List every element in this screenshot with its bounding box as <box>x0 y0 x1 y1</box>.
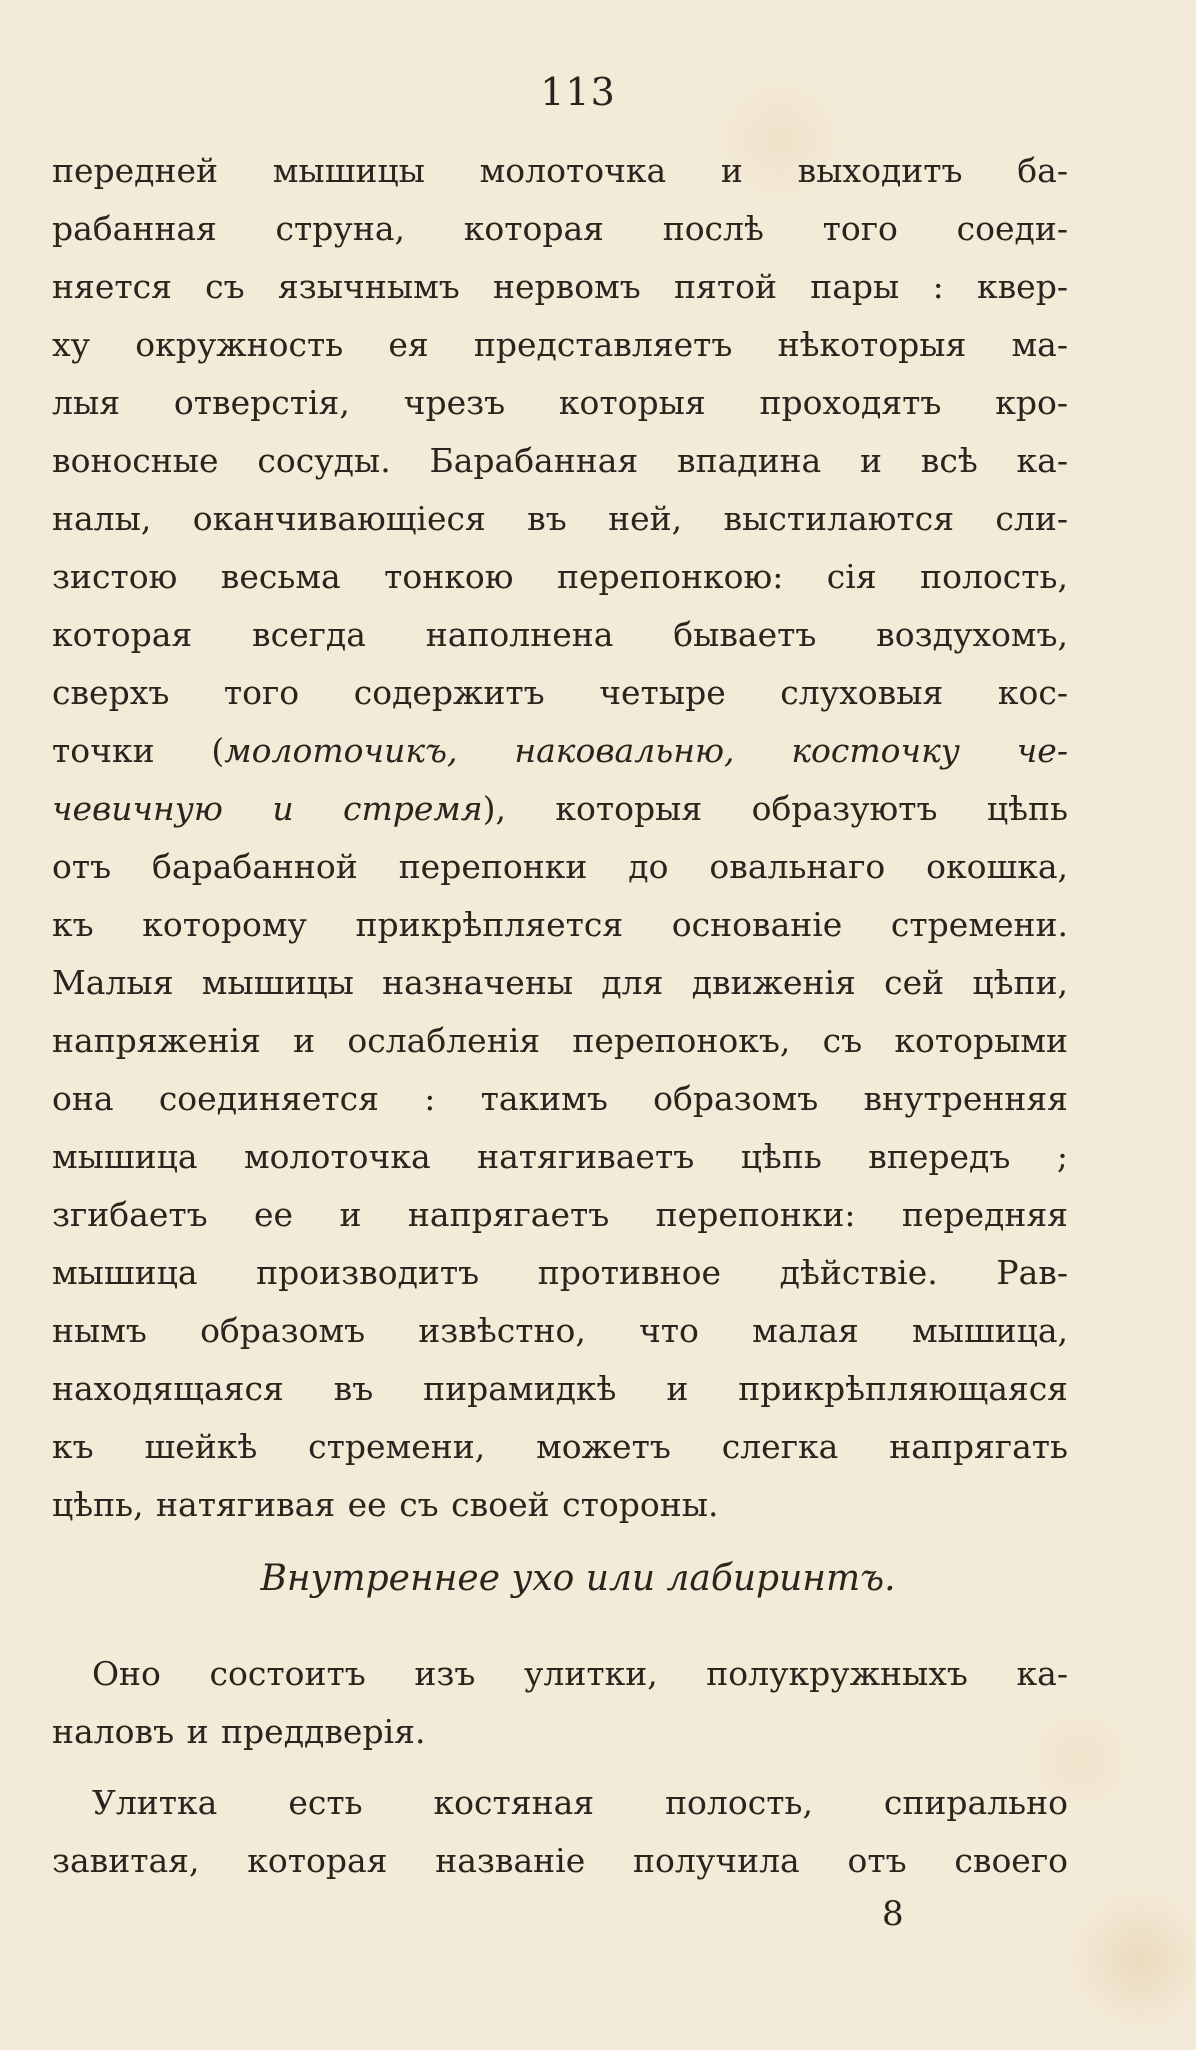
text-line: мышица производитъ противное дѣйствіе. Рав- <box>52 1253 1068 1292</box>
italic-text-segment: молоточикъ, наковальню, косточку че- <box>224 731 1068 770</box>
text-segment: точки ( <box>52 731 225 770</box>
text-line: къ которому прикрѣпляется основаніе стремени. <box>52 905 1068 944</box>
text-line <box>52 789 1068 829</box>
text-line: рабанная струна, которая послѣ того соеди- <box>52 209 1068 248</box>
signature-mark: 8 <box>882 1894 904 1934</box>
section-heading: Внутреннее ухо или лабиринтъ. <box>260 1558 896 1599</box>
text-line: налы, оканчивающіеся въ ней, выстилаются сли- <box>52 499 1068 538</box>
text-line: завитая, которая названіе получила отъ своего <box>52 1841 1068 1880</box>
text-line: наловъ и преддверія. <box>52 1712 426 1751</box>
text-line: отъ барабанной перепонки до овальнаго окошка, <box>52 847 1068 886</box>
text-segment: ), которыя образуютъ цѣпь <box>482 789 1068 828</box>
italic-text-segment: чевичную и стремя <box>52 789 483 828</box>
text-line: къ шейкѣ стремени, можетъ слегка напрягать <box>52 1427 1068 1466</box>
text-line: она соединяется : такимъ образомъ внутренняя <box>52 1079 1068 1118</box>
text-line: сверхъ того содержитъ четыре слуховыя кос- <box>52 673 1068 712</box>
text-line: Малыя мышицы назначены для движенія сей цѣпи, <box>52 963 1068 1002</box>
text-line: напряженія и ослабленія перепонокъ, съ которыми <box>52 1021 1068 1060</box>
text-line: цѣпь, натягивая ее съ своей стороны. <box>52 1485 719 1524</box>
text-line: нымъ образомъ извѣстно, что малая мышица, <box>52 1311 1068 1350</box>
text-line: Улитка есть костяная полость, спирально <box>92 1783 1068 1822</box>
text-line <box>52 731 1068 771</box>
text-line: ху окружность ея представляетъ нѣкоторыя ма- <box>52 325 1068 364</box>
text-line: зистою весьма тонкою перепонкою: сія полость, <box>52 557 1068 596</box>
text-line: няется съ язычнымъ нервомъ пятой пары : квер- <box>52 267 1068 306</box>
page-number: 113 <box>540 70 616 114</box>
text-line: лыя отверстія, чрезъ которыя проходятъ кро- <box>52 383 1068 422</box>
text-line: згибаетъ ее и напрягаетъ перепонки: передняя <box>52 1195 1068 1234</box>
text-line: находящаяся въ пирамидкѣ и прикрѣпляющаяся <box>52 1369 1068 1408</box>
text-line: которая всегда наполнена бываетъ воздухомъ, <box>52 615 1068 654</box>
text-line: Оно состоитъ изъ улитки, полукружныхъ ка- <box>92 1654 1068 1693</box>
text-line: передней мышицы молоточка и выходитъ ба- <box>52 151 1068 190</box>
text-line: мышица молоточка натягиваетъ цѣпь впередъ ; <box>52 1137 1068 1176</box>
text-line: воносные сосуды. Барабанная впадина и всѣ ка- <box>52 441 1068 480</box>
